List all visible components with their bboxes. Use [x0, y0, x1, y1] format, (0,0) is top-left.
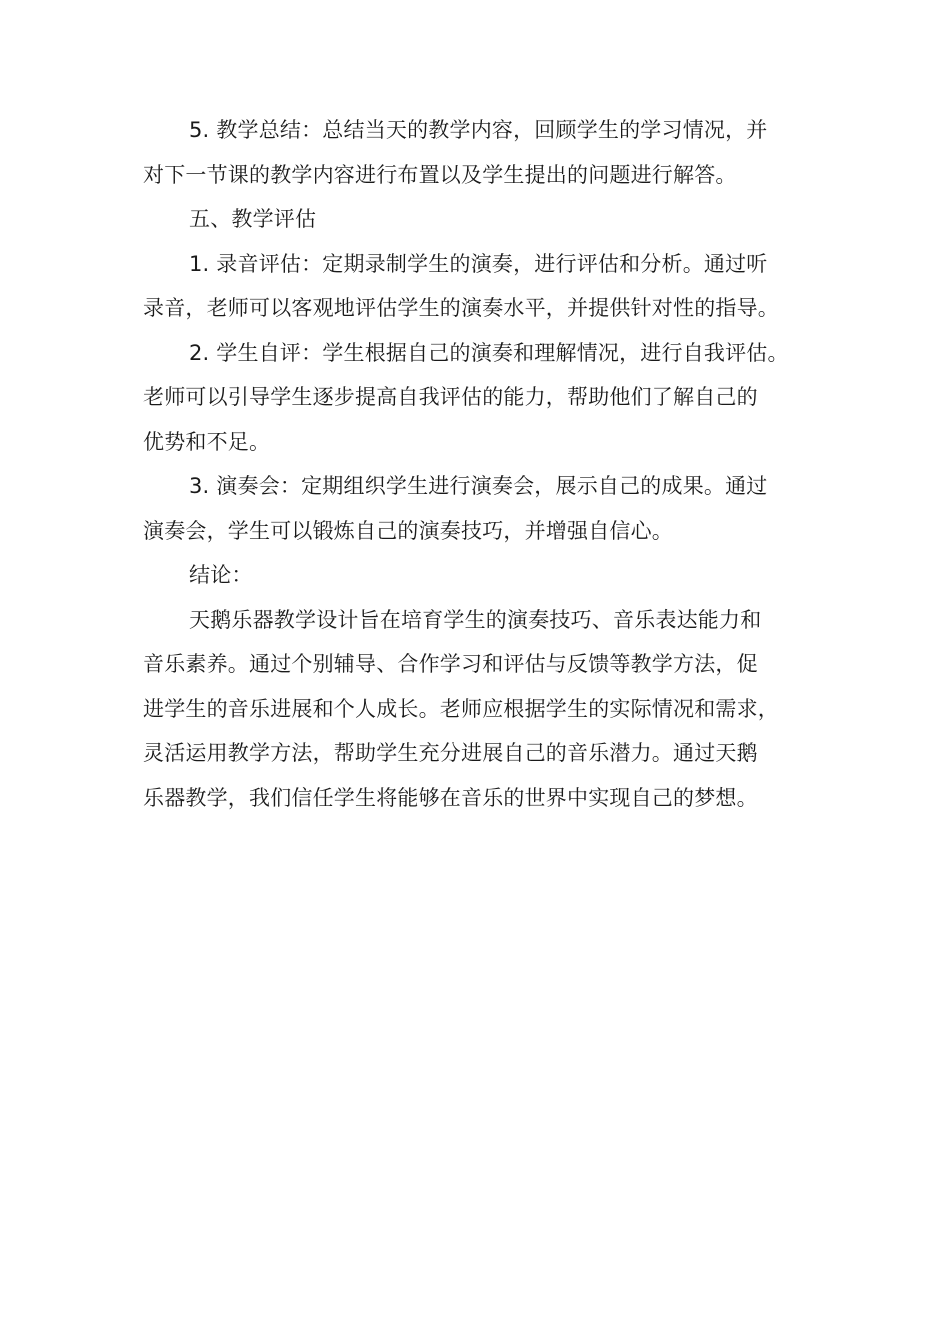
paragraph-conclusion: [143, 598, 808, 821]
paragraph-student-self-evaluation: [143, 331, 808, 465]
text-line: 3. 演奏会：定期组织学生进行演奏会，展示自己的成果。通过: [189, 474, 768, 498]
text-line: 天鹅乐器教学设计旨在培育学生的演奏技巧、音乐表达能力和: [189, 607, 762, 632]
document-body: [143, 108, 808, 820]
conclusion-heading: [143, 553, 808, 598]
text-line: 1. 录音评估：定期录制学生的演奏，进行评估和分析。通过听: [189, 251, 768, 276]
heading-text: 结论：: [189, 563, 253, 587]
text-line: 老师可以引导学生逐步提高自我评估的能力，帮助他们了解自己的: [143, 385, 758, 409]
paragraph-teaching-summary: [143, 108, 808, 197]
text-line: 乐器教学，我们信任学生将能够在音乐的世界中实现自己的梦想。: [143, 785, 758, 810]
paragraph-recording-evaluation: [143, 242, 808, 331]
text-line: 2. 学生自评：学生根据自己的演奏和理解情况，进行自我评估。: [189, 340, 789, 365]
text-line: 进学生的音乐进展和个人成长。老师应根据学生的实际情况和需求，: [143, 696, 779, 721]
text-line: 5. 教学总结：总结当天的教学内容，回顾学生的学习情况，并: [189, 118, 768, 142]
text-line: 录音，老师可以客观地评估学生的演奏水平，并提供针对性的指导。: [143, 296, 779, 320]
text-line: 演奏会，学生可以锻炼自己的演奏技巧，并增强自信心。: [143, 518, 673, 543]
section-heading-teaching-evaluation: [143, 197, 808, 242]
text-line: 对下一节课的教学内容进行布置以及学生提出的问题进行解答。: [143, 162, 737, 187]
text-line: 优势和不足。: [143, 429, 271, 454]
paragraph-concert: [143, 464, 808, 553]
text-line: 音乐素养。通过个别辅导、合作学习和评估与反馈等教学方法，促: [143, 652, 758, 676]
heading-text: 五、教学评估: [189, 207, 317, 231]
text-line: 灵活运用教学方法，帮助学生充分进展自己的音乐潜力。通过天鹅: [143, 741, 758, 765]
